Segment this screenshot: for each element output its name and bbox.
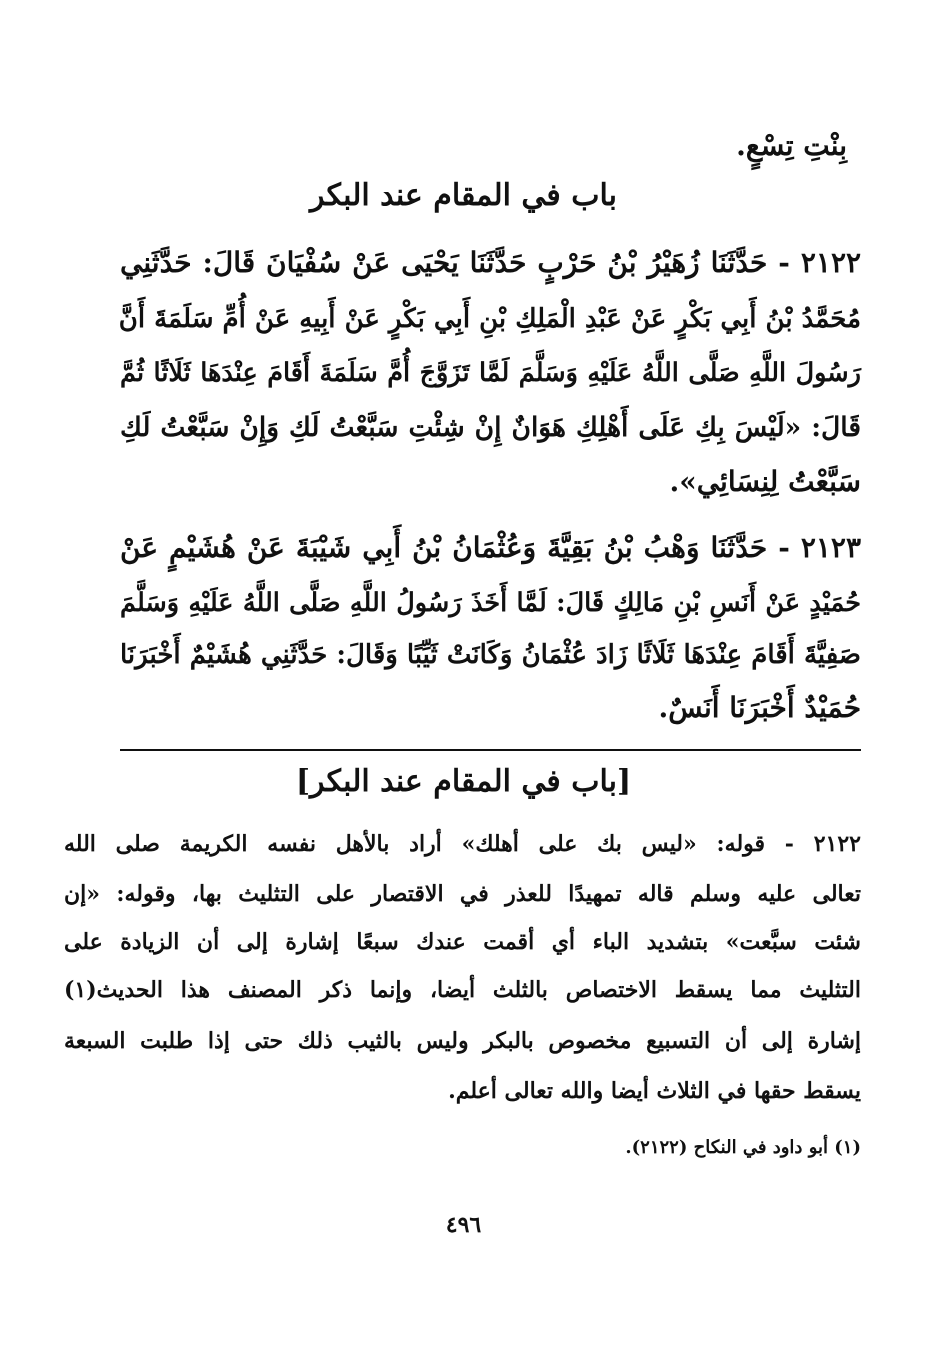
hadith-2122-line: ٢١٢٢ - حَدَّثَنَا زُهَيْرُ بْنُ حَرْبٍ حَدَّثَنَا يَحْيَى عَنْ سُفْيَانَ قَالَ: حَدَّثَنِي [120, 246, 862, 279]
commentary-line: تعالى عليه وسلم قاله تمهيدًا للعذر في الاقتصار على التثليث بها، وقوله: «إن [64, 881, 861, 907]
footnote: (١) أبو داود في النكاح (٢١٢٢). [625, 1137, 861, 1158]
hadith-2123-line: ٢١٢٣ - حَدَّثَنَا وَهْبُ بْنُ بَقِيَّةَ وَعُثْمَانُ بْنُ أَبِي شَيْبَةَ عَنْ هُشَيْمٍ عَنْ [120, 531, 861, 564]
commentary-line: ٢١٢٢ - قوله: «ليس بك على أهلك» أراد بالأهل نفسه الكريمة صلى الله [64, 831, 861, 857]
commentary-line: إشارة إلى أن التسبيع مخصوص بالبكر وليس بالثيب ذلك حتى إذا طلبت السبعة [64, 1028, 861, 1054]
commentary-line: شئت سبَّعت» بتشديد الباء أي أقمت عندك سبعًا إشارة إلى أن الزيادة على [64, 929, 861, 955]
previous-text-fragment: بِنْتِ تِسْعٍ. [736, 129, 847, 162]
commentary-line: التثليث مما يسقط الاختصاص بالثلث أيضا، وإنما ذكر المصنف هذا الحديث(١) [64, 977, 861, 1003]
section-divider [120, 749, 861, 751]
commentary-heading: [باب في المقام عند البكر] [295, 764, 632, 799]
hadith-2122-line: مُحَمَّدُ بْنُ أَبِي بَكْرٍ عَنْ عَبْدِ الْمَلِكِ بْنِ أَبِي بَكْرٍ عَنْ أَبِيهِ عَنْ أُمِّ سَلَمَةَ أَنَّ [118, 304, 861, 334]
hadith-2123-line: حُمَيْدٌ أَخْبَرَنَا أَنَسٌ. [658, 691, 861, 724]
chapter-heading: باب في المقام عند البكر [310, 178, 617, 213]
hadith-2123-line: حُمَيْدٍ عَنْ أَنَسِ بْنِ مَالِكٍ قَالَ: لَمَّا أَخَذَ رَسُولُ اللَّهِ صَلَّى اللَّهُ عَلَيْهِ وَسَلَّمَ [120, 588, 861, 618]
commentary-line: يسقط حقها في الثلاث أيضا والله تعالى أعلم. [448, 1078, 861, 1104]
hadith-2123-line: صَفِيَّةَ أَقَامَ عِنْدَهَا ثَلَاثًا زَادَ عُثْمَانُ وَكَانَتْ ثَيِّبًا وَقَالَ: حَدَّثَنِي هُشَيْمٌ أَخْبَرَنَا [120, 640, 861, 670]
hadith-2122-line: رَسُولَ اللَّهِ صَلَّى اللَّهُ عَلَيْهِ وَسَلَّمَ لَمَّا تَزَوَّجَ أُمَّ سَلَمَةَ أَقَامَ عِنْدَهَا ثَلَاثًا ثُمَّ [120, 358, 861, 388]
page-number: ٤٩٦ [445, 1212, 482, 1238]
hadith-2122-line: قَالَ: «لَيْسَ بِكِ عَلَى أَهْلِكِ هَوَانٌ إِنْ شِئْتِ سَبَّعْتُ لَكِ وَإِنْ سَبَّعْتُ لَكِ [120, 412, 861, 443]
hadith-2122-line: سَبَّعْتُ لِنِسَائِي». [669, 465, 861, 498]
